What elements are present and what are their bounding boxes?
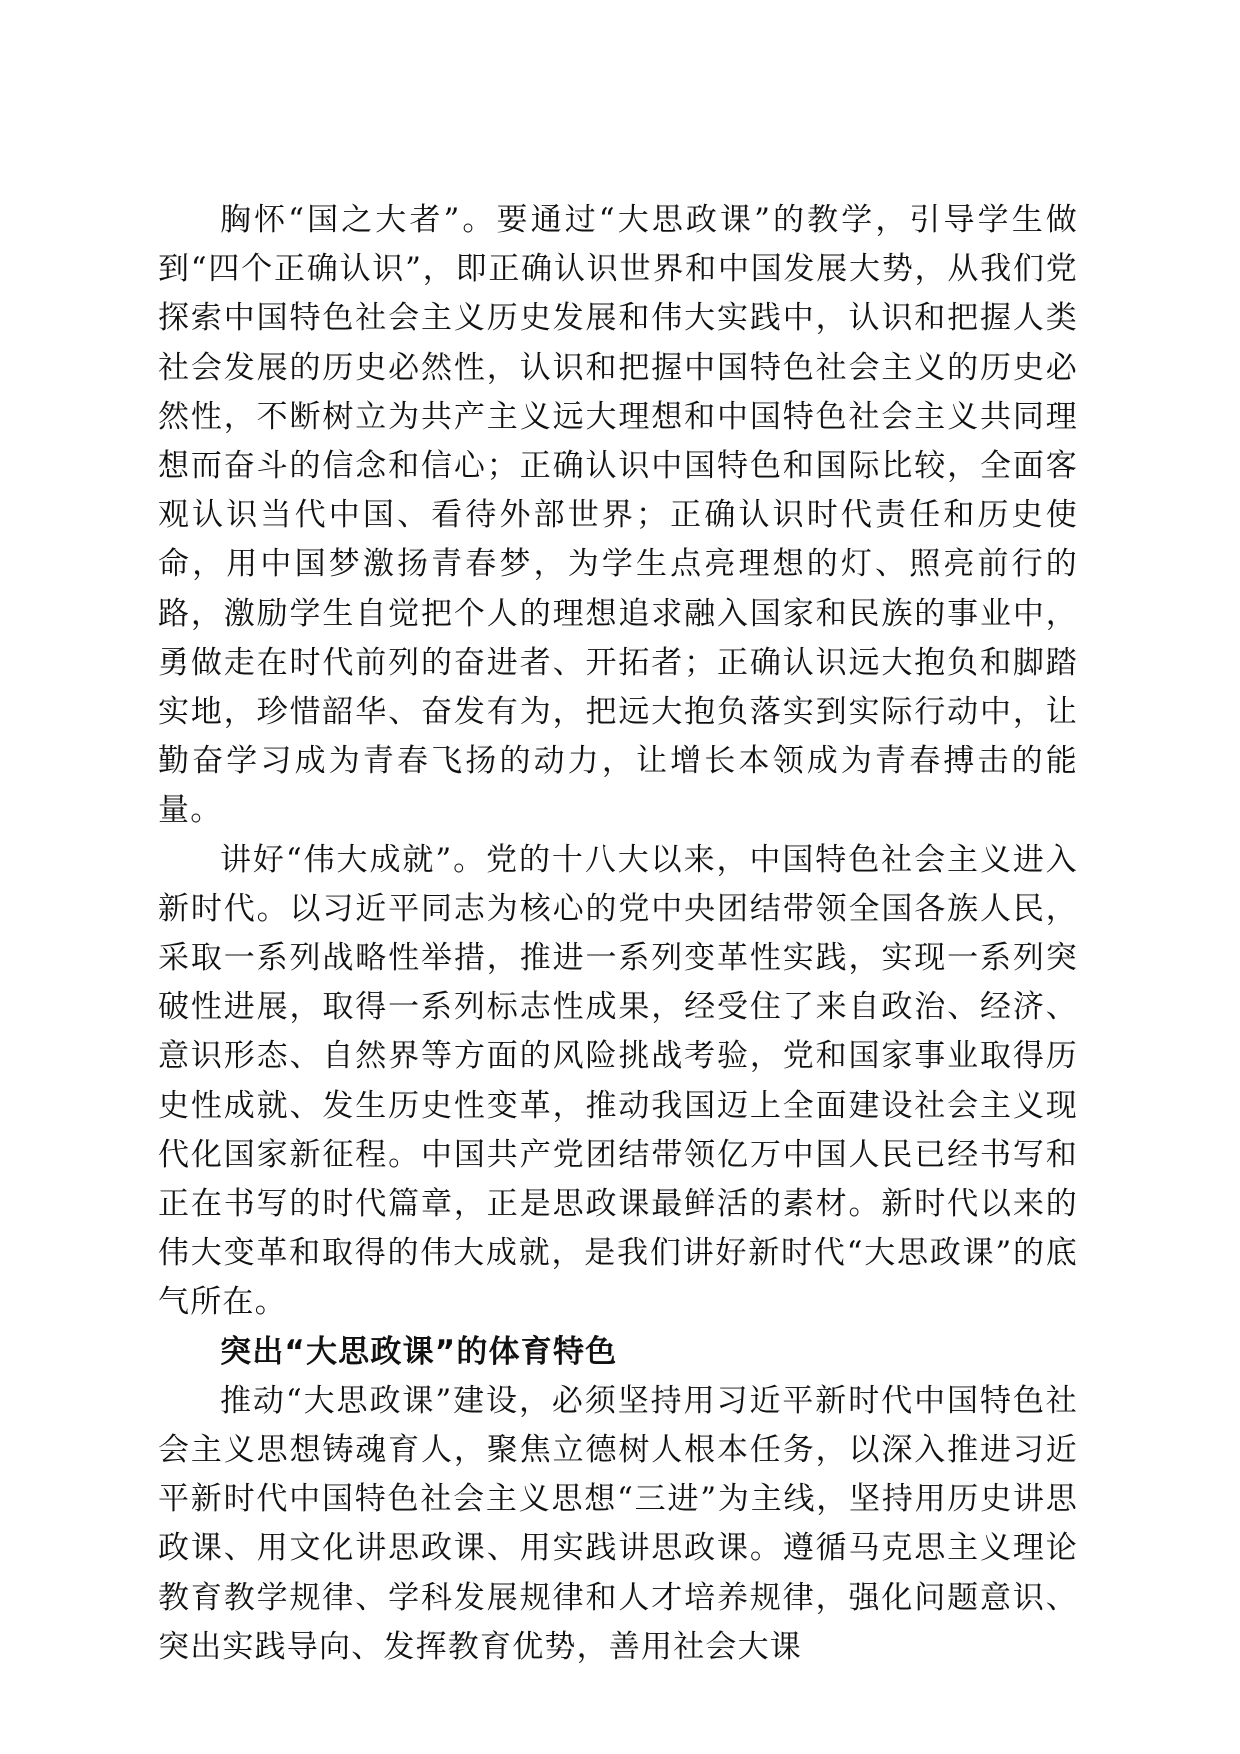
- paragraph-national-priorities: 胸怀“国之大者”。要通过“大思政课”的教学，引导学生做到“四个正确认识”，即正确认识世界和中国发展大势，从我们党探索中国特色社会主义历史发展和伟大实践中，认识和把握人类社会发展的历史必然性，认识和把握中国特色社会主义的历史必然性，不断树立为共产主义远大理想和中国特色社会主义共同理想而奋斗的信念和信心；正确认识中国特色和国际比较，全面客观认识当代中国、看待外部世界；正确认识时代责任和历史使命，用中国梦激扬青春梦，为学生点亮理想的灯、照亮前行的路，激励学生自觉把个人的理想追求融入国家和民族的事业中，勇做走在时代前列的奋进者、开拓者；正确认识远大抱负和脚踏实地，珍惜韶华、奋发有为，把远大抱负落实到实际行动中，让勤奋学习成为青春飞扬的动力，让增长本领成为青春搏击的能量。: [158, 202, 1078, 829]
- document-body: [158, 196, 1078, 1672]
- paragraph-promote-construction: 推动“大思政课”建设，必须坚持用习近平新时代中国特色社会主义思想铸魂育人，聚焦立德树人根本任务，以深入推进习近平新时代中国特色社会主义思想“三进”为主线，坚持用历史讲思政课、用文化讲思政课、用实践讲思政课。遵循马克思主义理论教育教学规律、学科发展规律和人才培养规律，强化问题意识、突出实践导向、发挥教育优势，善用社会大课: [158, 1382, 1078, 1665]
- section-heading: 突出“大思政课”的体育特色: [220, 1333, 618, 1370]
- paragraph-great-achievements: 讲好“伟大成就”。党的十八大以来，中国特色社会主义进入新时代。以习近平同志为核心的党中央团结带领全国各族人民，采取一系列战略性举措，推进一系列变革性实践，实现一系列突破性进展，取得一系列标志性成果，经受住了来自政治、经济、意识形态、自然界等方面的风险挑战考验，党和国家事业取得历史性成就、发生历史性变革，推动我国迈上全面建设社会主义现代化国家新征程。中国共产党团结带领亿万中国人民已经书写和正在书写的时代篇章，正是思政课最鲜活的素材。新时代以来的伟大变革和取得的伟大成就，是我们讲好新时代“大思政课”的底气所在。: [158, 841, 1078, 1321]
